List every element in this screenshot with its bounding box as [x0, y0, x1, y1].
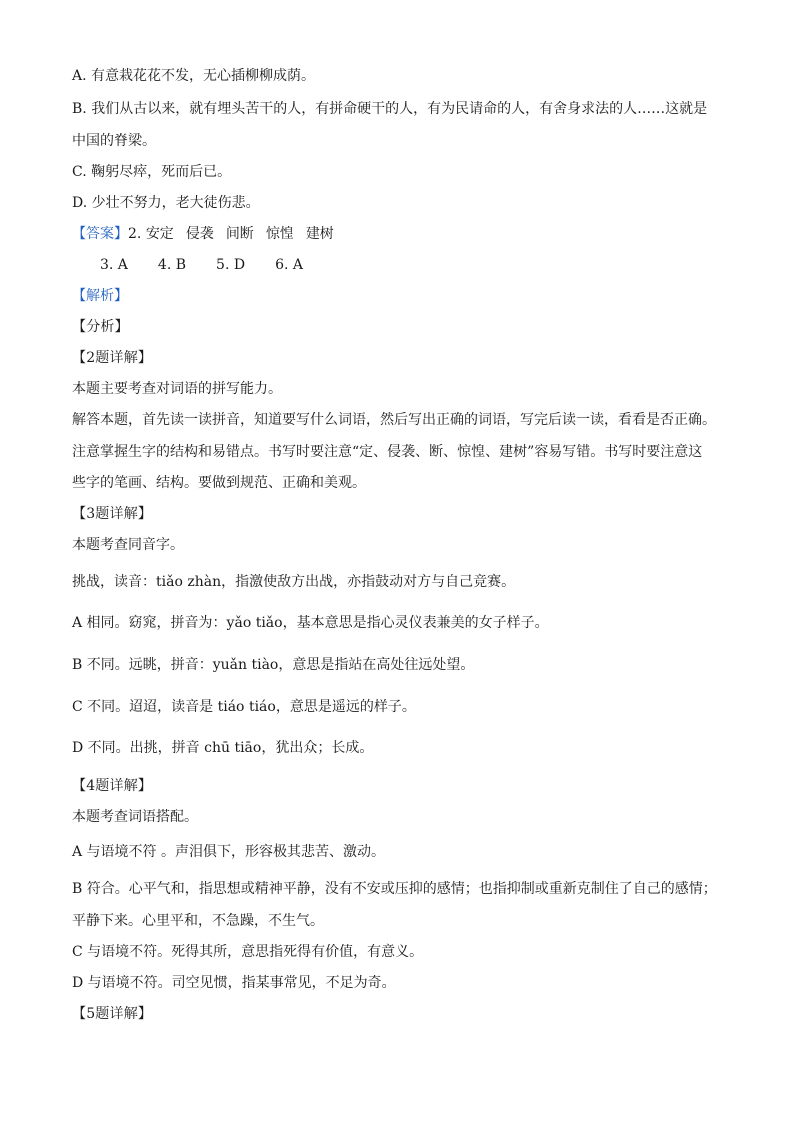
q2-heading: 【2题详解】 [72, 350, 153, 366]
answer-word: 安定 [145, 226, 174, 242]
option-d: D. 少壮不努力，老大徒伤悲。 [72, 195, 260, 211]
q4-line: 本题考查词语搭配。 [72, 809, 198, 825]
option-a: A. 有意栽花花不发，无心插柳柳成荫。 [72, 68, 316, 84]
q2-line: 注意掌握生字的结构和易错点。书写时要注意“定、侵袭、断、惊惶、建树”容易写错。书写时要注意这 [72, 444, 703, 460]
q4-line: C 与语境不符。死得其所，意思指死得有价值，有意义。 [72, 944, 424, 960]
q2-line: 解答本题，首先读一读拼音，知道要写什么词语，然后写出正确的词语，写完后读一读，看看是否正确。 [72, 412, 716, 428]
q4-line: B 符合。心平气和，指思想或精神平静，没有不安或压抑的感情；也指抑制或重新克制住了自己的感情； [72, 881, 717, 897]
mcq-answer: 4. B [157, 257, 187, 273]
q3-line: 挑战，读音：tiǎo zhàn，指激使敌方出战，亦指鼓动对方与自己竞赛。 [72, 574, 516, 590]
analysis-tag: 【解析】 [72, 288, 128, 304]
answer-words [146, 226, 334, 242]
answer-word: 侵袭 [185, 226, 214, 242]
answer-word: 间断 [225, 226, 254, 242]
option-b: B. 我们从古以来，就有埋头苦干的人，有拼命硬干的人，有为民请命的人，有舍身求法的人……这就是 [72, 101, 708, 117]
analysis-subheading: 【分析】 [72, 319, 129, 335]
option-c: C. 鞠躬尽瘁，死而后已。 [72, 164, 232, 180]
q3-line: A 相同。窈窕，拼音为：yǎo tiǎo，基本意思是指心灵仪表兼美的女子样子。 [72, 615, 549, 631]
mcq-answer: 6. A [275, 257, 303, 273]
q4-line: D 与语境不符。司空见惯，指某事常见，不足为奇。 [72, 975, 396, 991]
q2-line: 些字的笔画、结构。要做到规范、正确和美观。 [72, 475, 366, 491]
q3-line: 本题考查同音字。 [72, 537, 184, 553]
q3-line: C 不同。迢迢，读音是 tiáo tiáo，意思是遥远的样子。 [72, 699, 416, 715]
q4-line: 平静下来。心里平和，不急躁，不生气。 [72, 913, 324, 929]
option-b-continued: 中国的脊梁。 [72, 133, 156, 149]
q5-heading: 【5题详解】 [72, 1006, 153, 1022]
q4-line: A 与语境不符 。声泪俱下，形容极其悲苦、激动。 [72, 844, 386, 860]
q3-heading: 【3题详解】 [72, 506, 153, 522]
mcq-answers [100, 256, 760, 274]
q3-line: B 不同。远眺，拼音：yuǎn tiào，意思是指站在高处往远处望。 [72, 657, 475, 673]
mcq-answer: 3. A [100, 257, 128, 273]
mcq-answer: 5. D [216, 257, 246, 273]
q4-heading: 【4题详解】 [72, 778, 153, 794]
answer-word: 惊惶 [265, 226, 294, 242]
q2-line: 本题主要考查对词语的拼写能力。 [72, 381, 282, 397]
answer-word: 建树 [305, 226, 334, 242]
answer-tag: 【答案】 [72, 226, 128, 242]
q3-line: D 不同。出挑，拼音 chū tiāo，犹出众；长成。 [72, 740, 374, 756]
answer-prefix: 2. [128, 226, 146, 242]
answer-line [72, 225, 732, 243]
